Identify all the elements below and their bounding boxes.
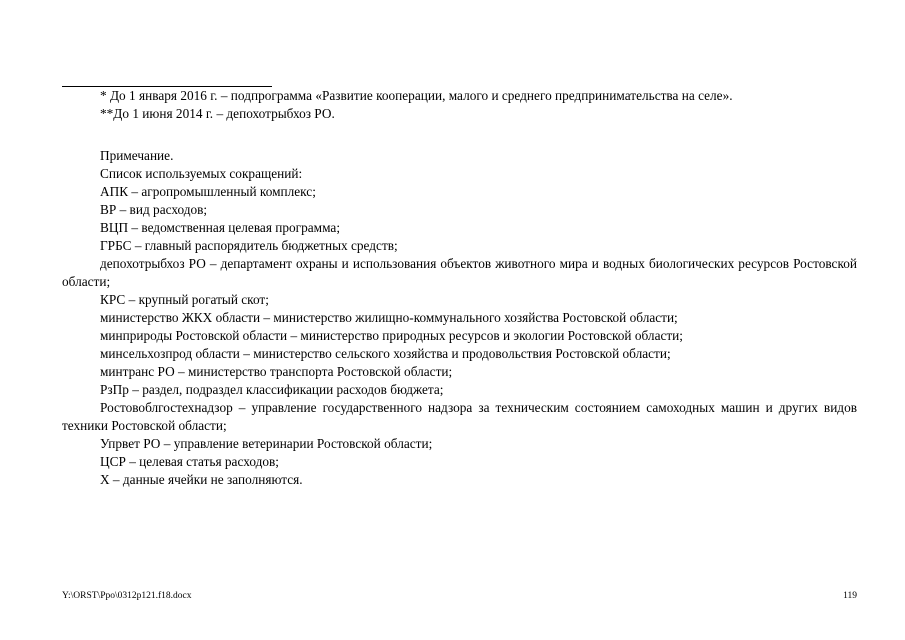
spacer	[62, 123, 857, 147]
abbreviation-item: ВР – вид расходов;	[100, 202, 208, 217]
abbreviation-item: минприроды Ростовской области – министерство природных ресурсов и экологии Ростовской области;	[100, 328, 683, 343]
abbreviations-list-title: Список используемых сокращений:	[100, 166, 303, 181]
footnote-1: * До 1 января 2016 г. – подпрограмма «Развитие кооперации, малого и среднего предпринимательства на селе».	[100, 88, 733, 103]
abbreviation-item: РзПр – раздел, подраздел классификации расходов бюджета;	[100, 382, 444, 397]
footer-page-number: 119	[843, 591, 857, 601]
abbreviation-item: депохотрыбхоз РО – департамент охраны и использования объектов животного мира и водных биологических ресурсов Ростовской области;	[62, 256, 857, 289]
abbreviation-item: ГРБС – главный распорядитель бюджетных средств;	[100, 238, 398, 253]
abbreviation-item: КРС – крупный рогатый скот;	[100, 292, 269, 307]
abbreviation-item: Х – данные ячейки не заполняются.	[100, 472, 303, 487]
footnote-2: **До 1 июня 2014 г. – депохотрыбхоз РО.	[100, 106, 335, 121]
abbreviation-item: Упрвет РО – управление ветеринарии Ростовской области;	[100, 436, 433, 451]
abbreviation-item: минтранс РО – министерство транспорта Ростовской области;	[100, 364, 453, 379]
note-heading: Примечание.	[100, 148, 174, 163]
abbreviation-item: ВЦП – ведомственная целевая программа;	[100, 220, 341, 235]
page-content	[62, 87, 857, 489]
footer-file-path: Y:\ORST\Ppo\0312p121.f18.docx	[62, 591, 192, 601]
abbreviation-item: АПК – агропромышленный комплекс;	[100, 184, 316, 199]
abbreviation-item: министерство ЖКХ области – министерство жилищно-коммунального хозяйства Ростовской области;	[100, 310, 678, 325]
abbreviation-item: минсельхозпрод области – министерство сельского хозяйства и продовольствия Ростовской области;	[100, 346, 671, 361]
abbreviation-item: Ростовоблгостехнадзор – управление государственного надзора за техническим состоянием самоходных машин и других видов техники Ростовской области;	[62, 400, 857, 433]
abbreviations-list	[62, 183, 857, 489]
abbreviation-item: ЦСР – целевая статья расходов;	[100, 454, 279, 469]
